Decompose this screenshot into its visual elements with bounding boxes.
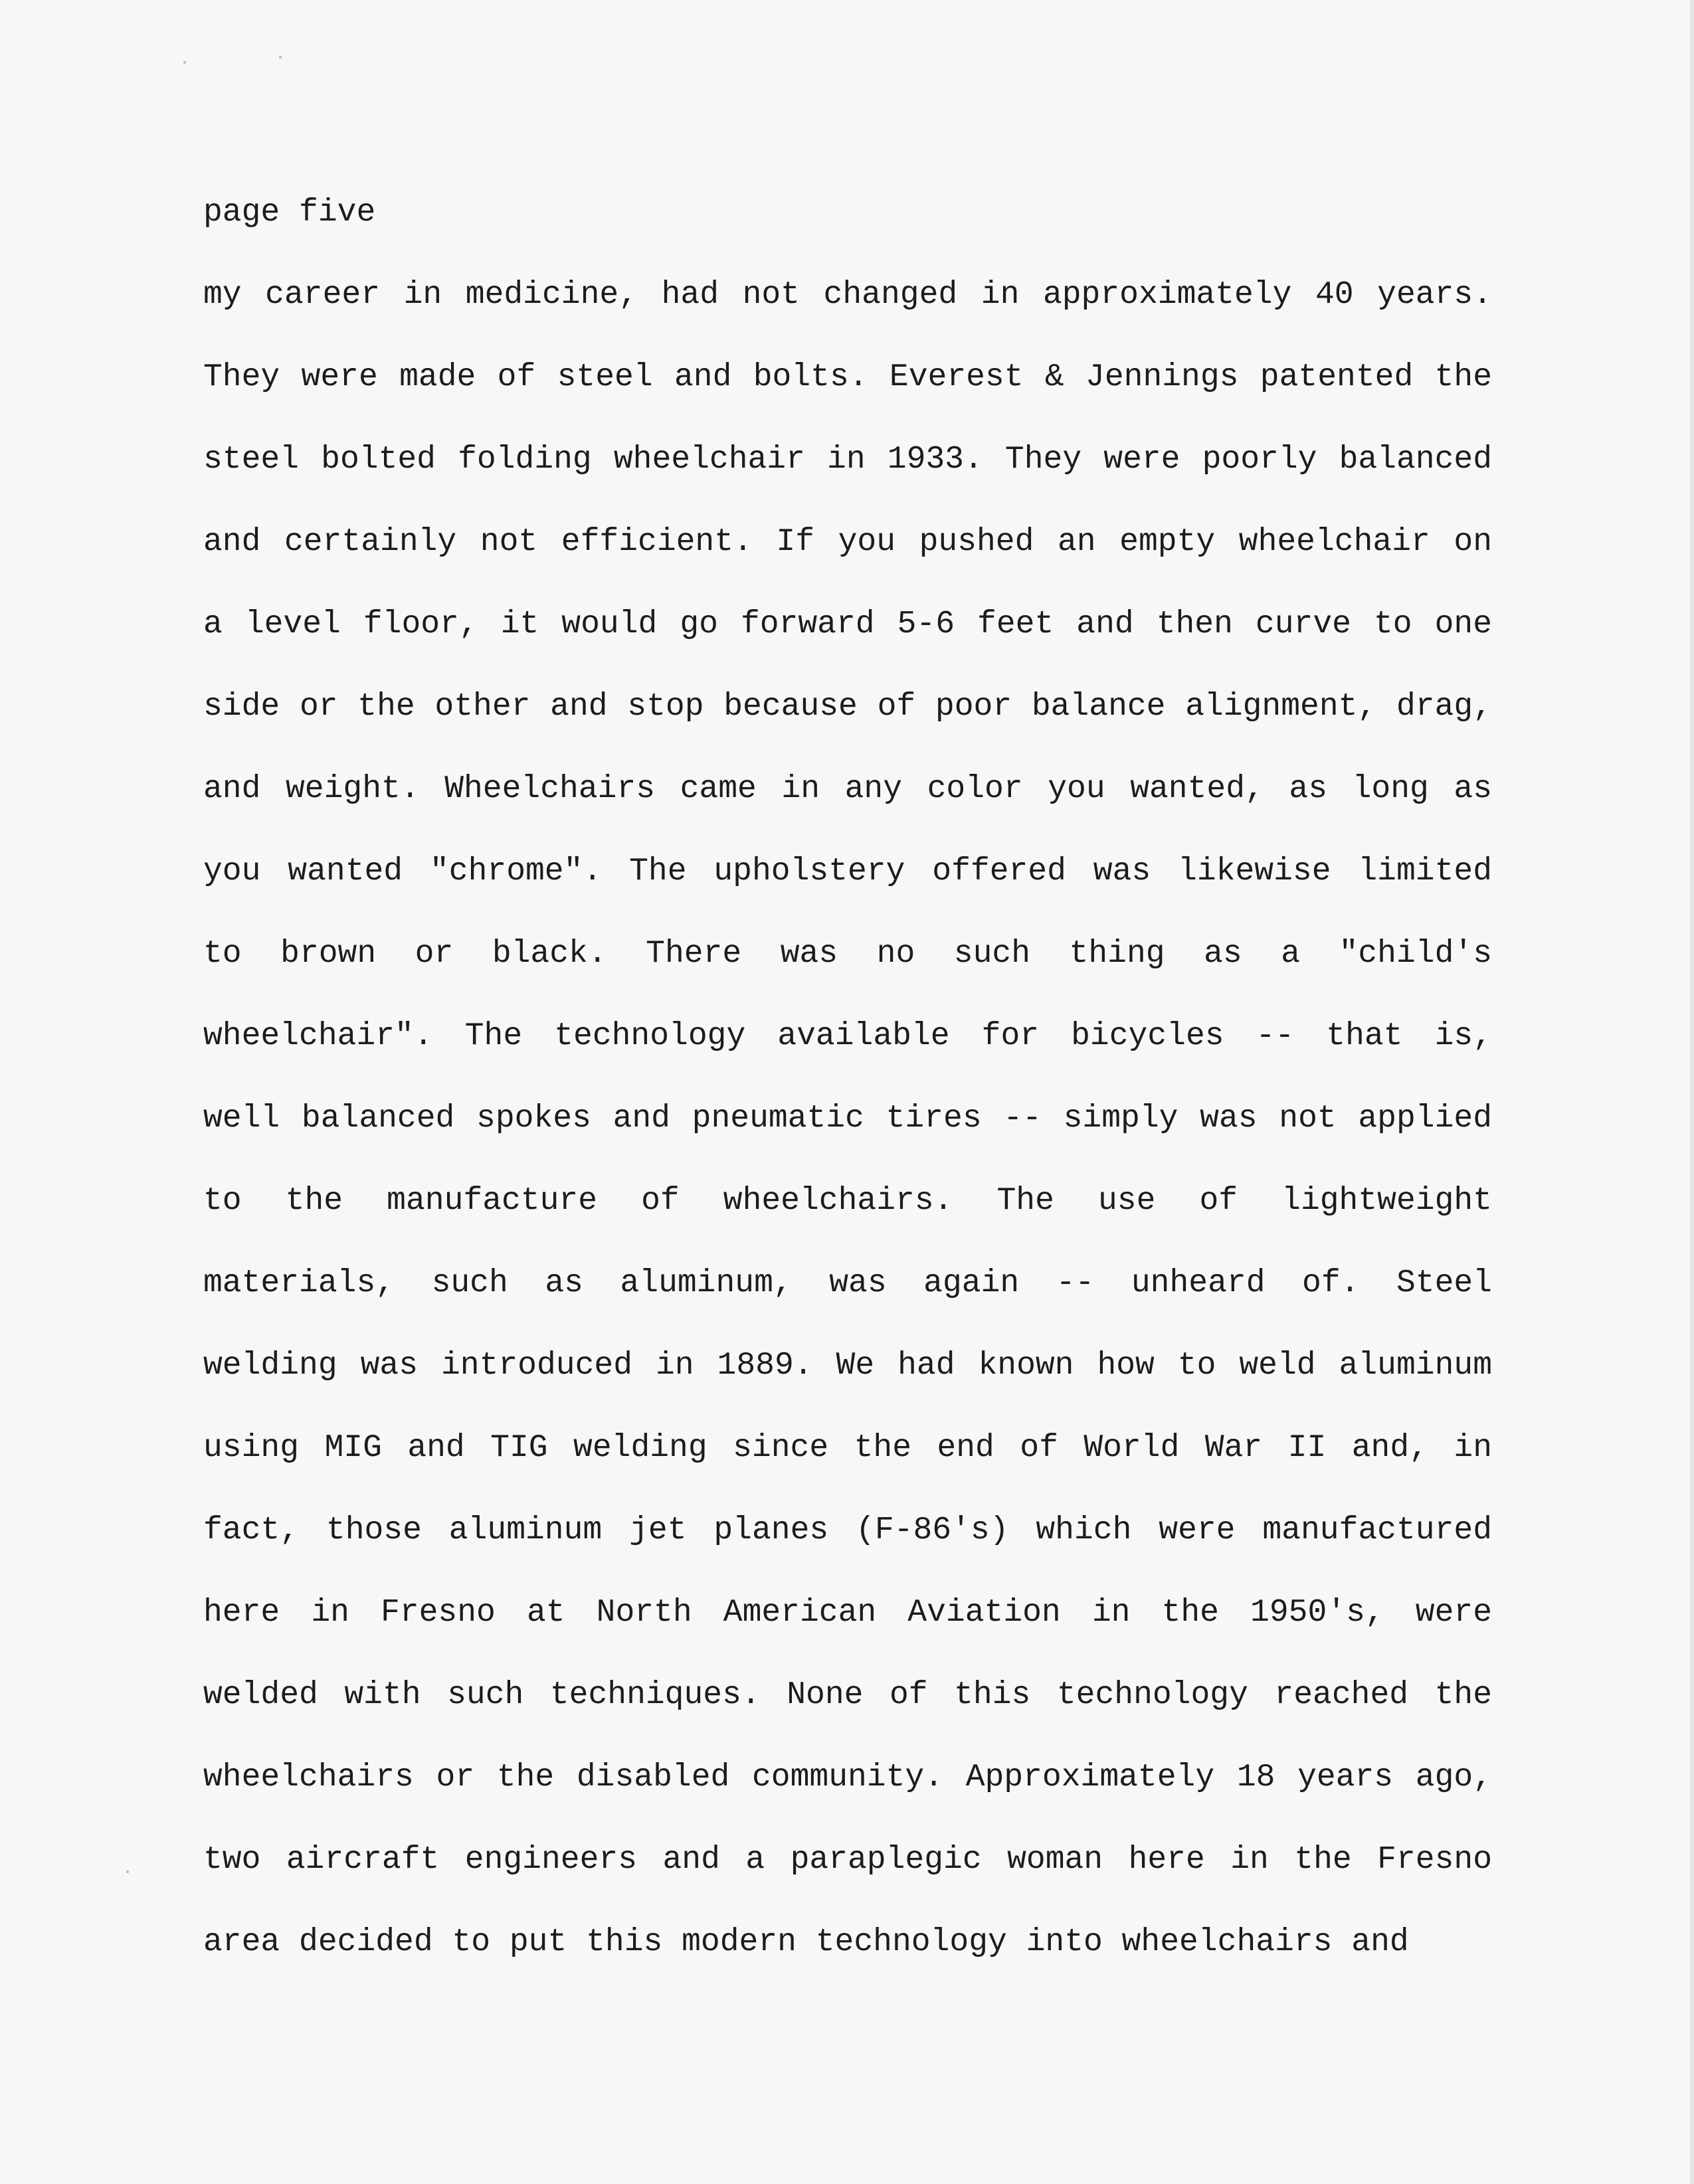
text-line: two aircraft engineers and a paraplegic woman here in the Fresno: [203, 1842, 1492, 1878]
text-line: materials, such as aluminum, was again -- unheard of. Steel: [203, 1265, 1492, 1301]
text-line: side or the other and stop because of poor balance alignment, drag,: [203, 689, 1492, 725]
scan-speck: [126, 1870, 129, 1873]
text-line: welding was introduced in 1889. We had known how to weld aluminum: [203, 1348, 1492, 1384]
page-edge: [1690, 0, 1694, 2184]
text-line: and certainly not efficient. If you pushed an empty wheelchair on: [203, 524, 1492, 560]
text-line: using MIG and TIG welding since the end of World War II and, in: [203, 1430, 1492, 1466]
text-line: fact, those aluminum jet planes (F-86's) which were manufactured: [203, 1512, 1492, 1548]
text-line: here in Fresno at North American Aviation in the 1950's, were: [203, 1595, 1492, 1631]
scan-speck: [183, 61, 186, 64]
text-line: welded with such techniques. None of this technology reached the: [203, 1677, 1492, 1713]
text-line: wheelchairs or the disabled community. Approximately 18 years ago,: [203, 1760, 1492, 1795]
text-line: to the manufacture of wheelchairs. The use of lightweight: [203, 1183, 1492, 1219]
page-label: page five: [203, 195, 376, 230]
text-line: area decided to put this modern technology into wheelchairs and: [203, 1924, 1409, 1960]
body-text: [203, 275, 1492, 2005]
text-line: well balanced spokes and pneumatic tires -- simply was not applied: [203, 1101, 1492, 1137]
scan-speck: [279, 56, 282, 58]
text-line: They were made of steel and bolts. Everest & Jennings patented the: [203, 359, 1492, 395]
text-line: and weight. Wheelchairs came in any color you wanted, as long as: [203, 771, 1492, 807]
text-line: you wanted "chrome". The upholstery offered was likewise limited: [203, 854, 1492, 889]
text-line: wheelchair". The technology available for bicycles -- that is,: [203, 1018, 1492, 1054]
text-line: my career in medicine, had not changed in approximately 40 years.: [203, 277, 1492, 313]
text-line: a level floor, it would go forward 5-6 feet and then curve to one: [203, 606, 1492, 642]
text-line: steel bolted folding wheelchair in 1933. They were poorly balanced: [203, 442, 1492, 478]
text-line: to brown or black. There was no such thing as a "child's: [203, 936, 1492, 972]
